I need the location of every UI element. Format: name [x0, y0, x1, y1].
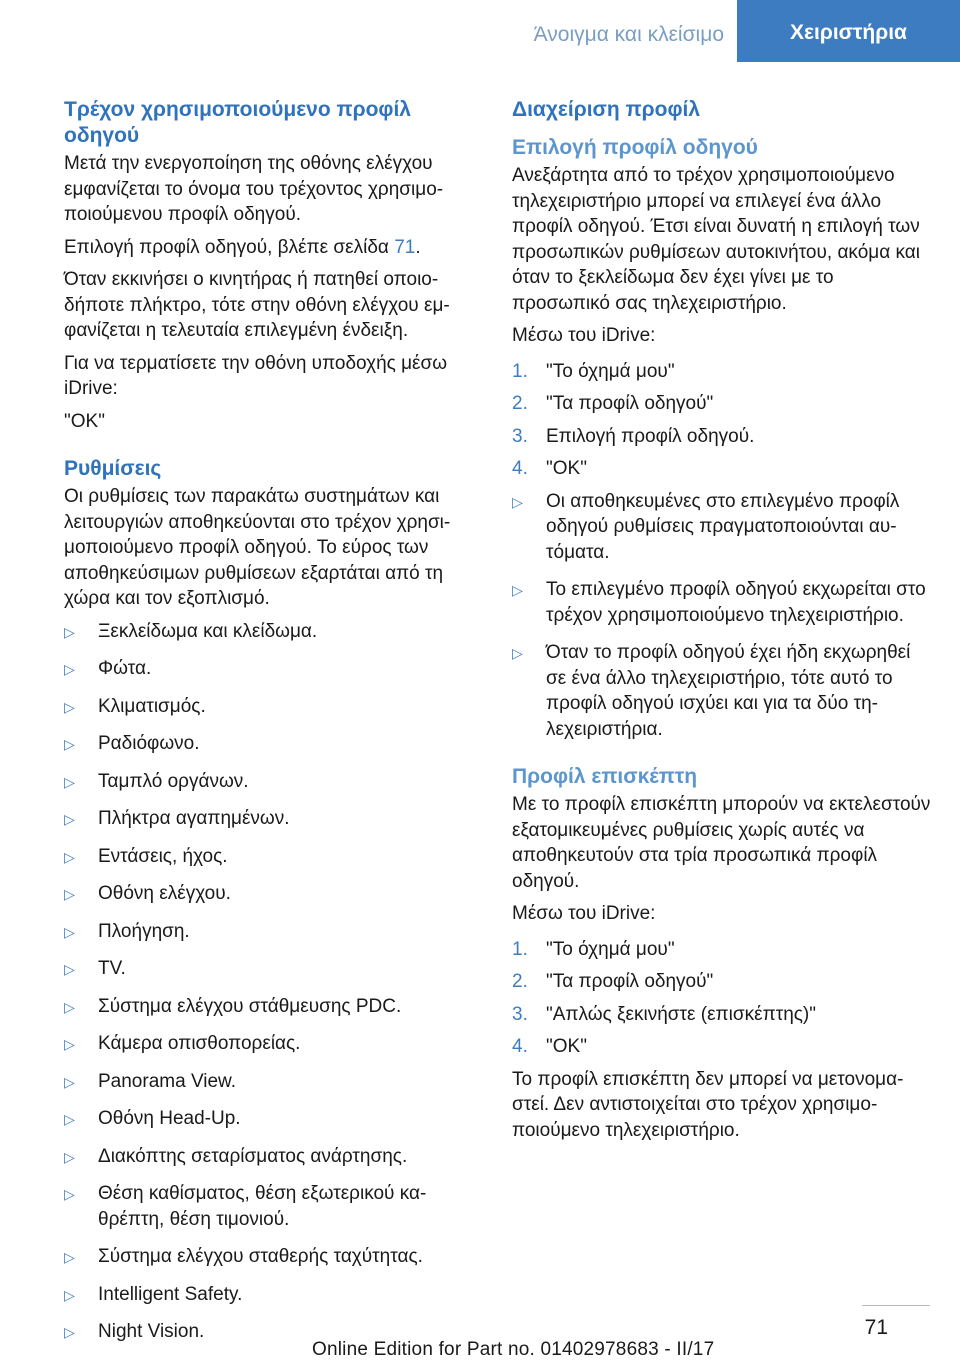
list-item-text: Κλιματισμός. — [98, 695, 206, 717]
triangle-right-icon: ▷ — [64, 773, 75, 790]
manage-paragraph-1: Ανεξάρτητα από το τρέχον χρησιμοποιούμενο τηλεχειριστήριο μπορεί να επιλεγεί ένα άλλο προφίλ οδηγού. Έτσι είναι δυνατή η επιλογή των προσωπικών ρυθμίσεων αυτοκινήτου, ακόμα και όταν το ξεκλείδωμα δεν έχει γίνει με το προσωπικό σας τηλεχειριστήριο. — [512, 165, 920, 314]
triangle-right-icon: ▷ — [64, 811, 75, 827]
triangle-right-icon: ▷ — [64, 961, 75, 977]
left-column — [64, 97, 476, 1357]
step-item — [512, 1002, 932, 1028]
list-item-text: TV. — [98, 958, 126, 979]
guest-profile-heading: Προφίλ επισκέπτη — [512, 765, 698, 788]
note-item — [512, 577, 932, 628]
list-item-text: Οθόνη ελέγχου. — [98, 883, 231, 904]
current-profile-paragraph-4: Για να τερματίσετε την οθόνη υποδοχής μέσω iDrive: — [64, 352, 448, 399]
current-profile-paragraph-3: Όταν εκκινήσει ο κινητήρας ή πατηθεί οποιοδήποτε πλήκτρο, τότε στην οθόνη ελέγχου εμφανίζεται η τελευταία επιλεγμένη ένδειξη. — [64, 269, 450, 341]
list-item — [64, 1069, 476, 1095]
step-number: 3. — [512, 1003, 528, 1025]
step-item — [512, 456, 932, 482]
current-profile-heading-line2: οδηγού — [64, 124, 140, 147]
note-item — [512, 489, 932, 566]
list-item — [64, 1031, 476, 1057]
triangle-right-icon: ▷ — [64, 1324, 75, 1340]
chapter-title: Χειριστήρια — [790, 21, 907, 44]
list-item — [64, 919, 476, 945]
list-item-text: Εντάσεις, ήχος. — [98, 845, 228, 867]
guest-paragraph-2: Μέσω του iDrive: — [512, 903, 656, 924]
guest-paragraph-3: Το προφίλ επισκέπτη δεν μπορεί να μετονομαστεί. Δεν αντιστοιχείται στο τρέχον χρησιμοποιούμενο τηλεχειριστήριο. — [512, 1068, 904, 1141]
step-text: "Απλώς ξεκινήστε (επισκέπτης)" — [546, 1003, 816, 1025]
step-item — [512, 937, 932, 963]
list-item — [64, 694, 476, 720]
list-item-text: Φώτα. — [98, 658, 152, 679]
step-number: 3. — [512, 425, 528, 447]
list-item — [64, 806, 476, 832]
settings-heading: Ρυθμίσεις — [64, 457, 162, 480]
list-item — [64, 994, 476, 1020]
note-text: Όταν το προφίλ οδηγού έχει ήδη εκχωρηθεί σε ένα άλλο τηλεχειριστήριο, τότε αυτό το προφίλ οδηγού ισχύει και για τα δύο τηλεχειριστήρια. — [546, 642, 911, 740]
triangle-right-icon: ▷ — [64, 848, 75, 865]
list-item — [64, 1144, 476, 1170]
triangle-right-icon: ▷ — [64, 623, 75, 640]
current-profile-heading-line1: Τρέχον χρησιμοποιούμενο προφίλ — [64, 98, 411, 121]
triangle-right-icon: ▷ — [64, 1073, 75, 1090]
list-item-text: Πλοήγηση. — [98, 920, 190, 942]
list-item-text: Σύστημα ελέγχου στάθμευσης PDC. — [98, 995, 402, 1017]
list-item — [64, 1106, 476, 1132]
triangle-right-icon: ▷ — [64, 1286, 75, 1303]
page-ref-link[interactable]: 71 — [394, 236, 416, 258]
list-item-text: Διακόπτης σεταρίσματος ανάρτησης. — [98, 1145, 408, 1167]
list-item-text: Night Vision. — [98, 1321, 205, 1342]
step-item — [512, 1034, 932, 1060]
triangle-right-icon: ▷ — [64, 923, 75, 940]
list-item-text: Οθόνη Head-Up. — [98, 1108, 241, 1129]
footer-divider — [862, 1305, 930, 1306]
step-text: "Τα προφίλ οδηγού" — [546, 393, 714, 414]
list-item-text: Σύστημα ελέγχου σταθερής ταχύτητας. — [98, 1246, 423, 1267]
manage-paragraph-2: Μέσω του iDrive: — [512, 325, 656, 346]
step-number: 4. — [512, 458, 528, 479]
triangle-right-icon: ▷ — [64, 1148, 75, 1165]
guest-steps-list — [512, 937, 932, 1060]
note-text: Οι αποθηκευμένες στο επιλεγμένο προφίλ οδηγού ρυθμίσεις πραγματοποιούνται αυτόματα. — [546, 490, 900, 563]
list-item-text: Πλήκτρα αγαπημένων. — [98, 808, 290, 829]
list-item — [64, 731, 476, 757]
list-item — [64, 1282, 476, 1308]
section-title: Άνοιγμα και κλείσιμο — [533, 23, 724, 46]
list-item — [64, 1181, 476, 1232]
list-item-text: Θέση καθίσματος, θέση εξωτερικού καθρέπτη, θέση τιμονιού. — [98, 1183, 427, 1230]
right-column — [512, 97, 932, 1150]
page-header — [0, 0, 960, 62]
triangle-right-icon: ▷ — [512, 493, 523, 510]
list-item — [64, 619, 476, 645]
step-number: 4. — [512, 1036, 528, 1057]
select-profile-heading: Επιλογή προφίλ οδηγού — [512, 136, 758, 159]
current-profile-paragraph-1: Μετά την ενεργοποίηση της οθόνης ελέγχου εμφανίζεται το όνομα του τρέχοντος χρησιμοποιούμενου προφίλ οδηγού. — [64, 153, 444, 225]
manage-notes-list — [512, 489, 932, 743]
chapter-tab — [737, 0, 960, 62]
list-item-text: Ξεκλείδωμα και κλείδωμα. — [98, 620, 318, 642]
step-number: 2. — [512, 393, 528, 414]
list-item — [64, 656, 476, 682]
step-item — [512, 359, 932, 385]
edition-note: Online Edition for Part no. 01402978683 - II/17 — [312, 1339, 715, 1360]
triangle-right-icon: ▷ — [64, 661, 75, 677]
step-text: "Το όχημά μου" — [546, 938, 675, 960]
step-text: "Τα προφίλ οδηγού" — [546, 971, 714, 992]
triangle-right-icon: ▷ — [512, 582, 523, 598]
triangle-right-icon: ▷ — [64, 736, 75, 752]
guest-paragraph-1: Με το προφίλ επισκέπτη μπορούν να εκτελεστούν εξατομικευμένες ρυθμίσεις χωρίς αυτές να αποθηκευτούν στα τρία προσωπικά προφίλ οδηγού. — [512, 794, 931, 892]
settings-paragraph: Οι ρυθμίσεις των παρακάτω συστημάτων και λειτουργιών αποθηκεύονται στο τρέχον χρησιμοποιούμενο προφίλ οδηγού. Το εύρος των αποθηκεύσιμων ρυθμίσεων εξαρτάται από τη χώρα και τον εξοπλισμό. — [64, 486, 451, 609]
list-item-text: Ταμπλό οργάνων. — [98, 770, 249, 792]
list-item-text: Κάμερα οπισθοπορείας. — [98, 1033, 301, 1054]
note-text: Το επιλεγμένο προφίλ οδηγού εκχωρείται στο τρέχον χρησιμοποιούμενο τηλεχειριστήριο. — [546, 579, 926, 626]
triangle-right-icon: ▷ — [64, 1111, 75, 1127]
list-item — [64, 956, 476, 982]
page-ref-text: Επιλογή προφίλ οδηγού, βλέπε σελίδα — [64, 236, 389, 258]
step-item — [512, 424, 932, 450]
step-text: "OK" — [546, 458, 587, 479]
step-item — [512, 969, 932, 995]
list-item — [64, 881, 476, 907]
step-text: Επιλογή προφίλ οδηγού. — [546, 425, 755, 447]
step-number: 1. — [512, 938, 528, 960]
current-profile-heading — [64, 97, 476, 149]
triangle-right-icon: ▷ — [64, 1249, 75, 1265]
current-profile-paragraph-5: "OK" — [64, 410, 105, 432]
note-item — [512, 640, 932, 742]
triangle-right-icon: ▷ — [512, 645, 523, 661]
page-ref-end: . — [415, 236, 421, 258]
manage-profiles-heading: Διαχείριση προφίλ — [512, 98, 701, 121]
list-item — [64, 844, 476, 870]
step-number: 1. — [512, 360, 528, 382]
page-number: 71 — [864, 1316, 888, 1339]
triangle-right-icon: ▷ — [64, 698, 75, 715]
triangle-right-icon: ▷ — [64, 998, 75, 1015]
list-item-text: Intelligent Safety. — [98, 1283, 243, 1305]
step-text: "Το όχημά μου" — [546, 360, 675, 382]
current-profile-paragraph-2 — [64, 235, 476, 261]
settings-list — [64, 619, 476, 1345]
list-item-text: Ραδιόφωνο. — [98, 733, 200, 754]
triangle-right-icon: ▷ — [64, 1036, 75, 1052]
triangle-right-icon: ▷ — [64, 886, 75, 902]
manage-steps-list — [512, 359, 932, 482]
step-number: 2. — [512, 971, 528, 992]
list-item — [64, 1244, 476, 1270]
step-text: "OK" — [546, 1036, 587, 1057]
list-item-text: Panorama View. — [98, 1070, 237, 1092]
step-item — [512, 391, 932, 417]
triangle-right-icon: ▷ — [64, 1186, 75, 1202]
list-item — [64, 769, 476, 795]
